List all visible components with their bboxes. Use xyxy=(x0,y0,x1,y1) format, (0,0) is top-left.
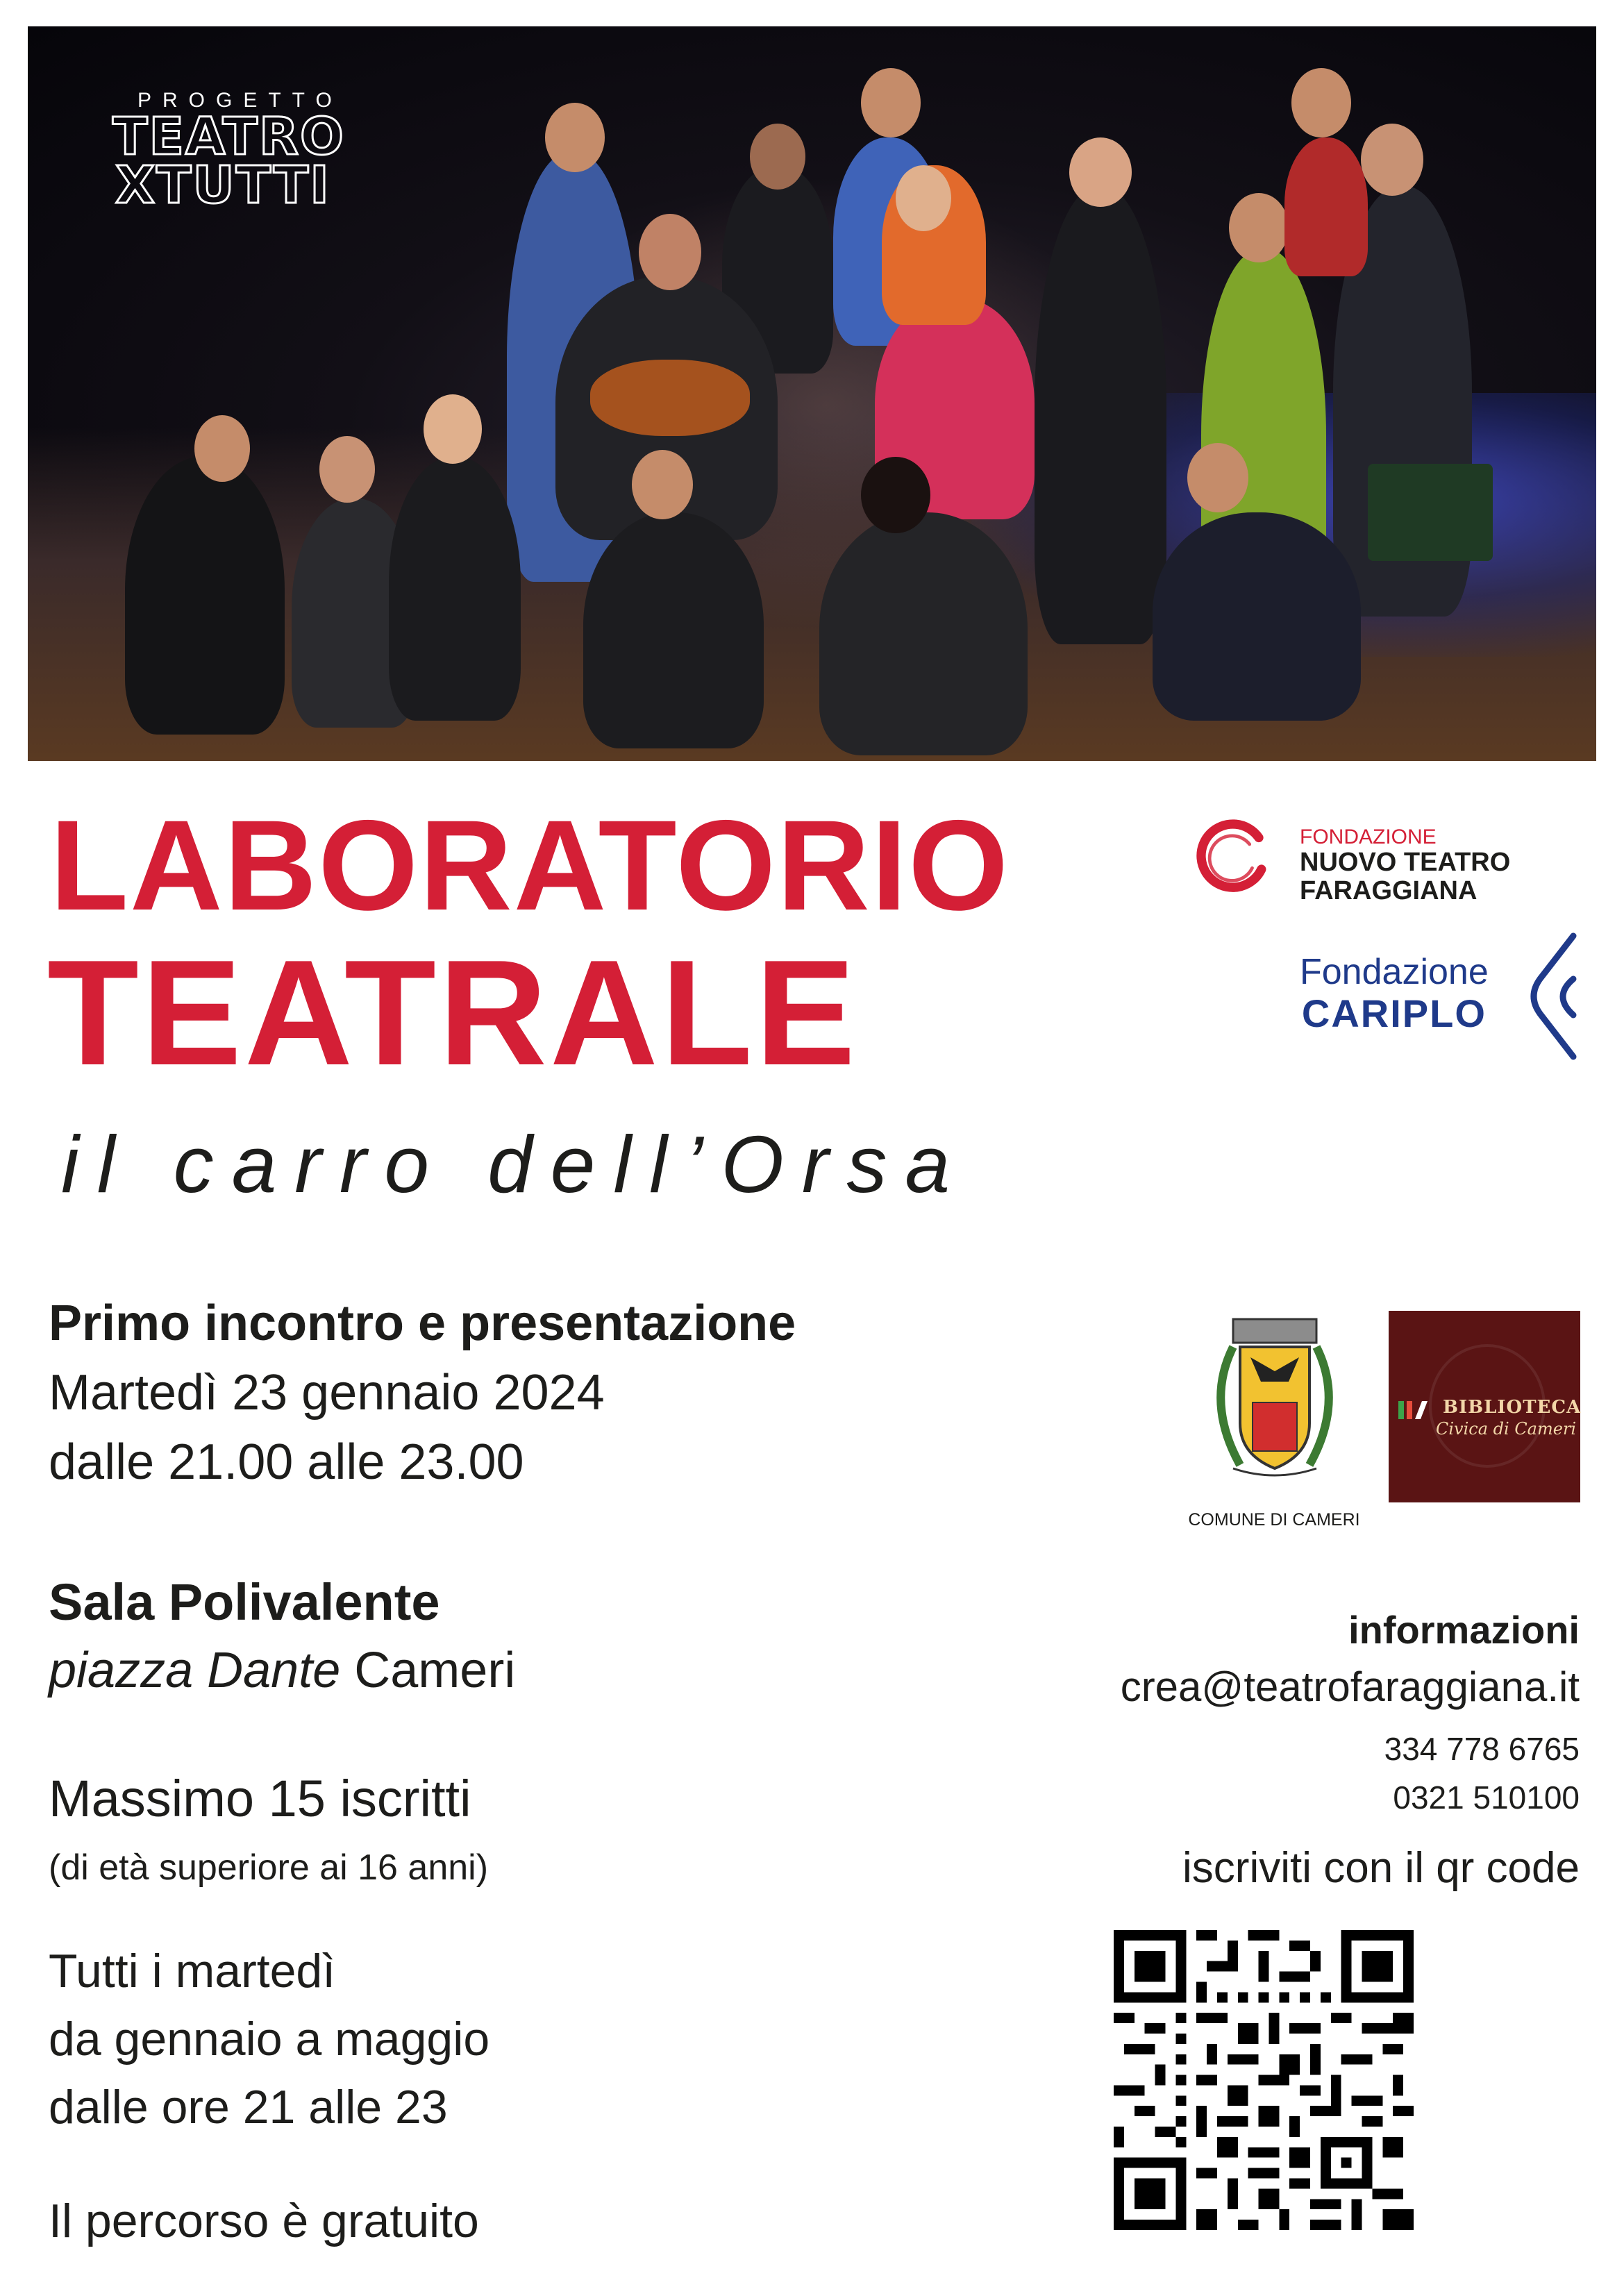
cariplo-line1: Fondazione xyxy=(1300,952,1489,992)
info-phone2[interactable]: 0321 510100 xyxy=(1393,1779,1580,1816)
person-head xyxy=(1229,193,1289,262)
qr-caption: iscriviti con il qr code xyxy=(1182,1844,1580,1892)
venue-address-square: piazza Dante xyxy=(49,1643,341,1698)
person-head xyxy=(896,165,951,231)
faraggiana-line2: NUOVO TEATRO xyxy=(1300,848,1511,878)
schedule-line2: da gennaio a maggio xyxy=(49,2013,490,2065)
schedule-line3: dalle ore 21 alle 23 xyxy=(49,2081,448,2134)
guitar xyxy=(590,360,750,436)
cariplo-name xyxy=(1300,954,1489,1033)
subtitle: il carro dell’Orsa xyxy=(61,1119,968,1209)
person-head xyxy=(861,68,921,137)
capacity-main: Massimo 15 iscritti xyxy=(49,1770,471,1827)
books-icon xyxy=(1397,1400,1432,1421)
person-figure xyxy=(1153,512,1361,721)
venue-address xyxy=(49,1642,515,1699)
faraggiana-line1: FONDAZIONE xyxy=(1300,826,1437,848)
title-line2: TEATRALE xyxy=(47,928,858,1096)
person-figure xyxy=(125,457,285,735)
cariplo-line2: CARIPLO xyxy=(1301,991,1487,1035)
person-head xyxy=(861,457,930,533)
biblioteca-line1: BIBLIOTECA xyxy=(1443,1397,1582,1418)
info-heading: informazioni xyxy=(1348,1608,1580,1652)
person-figure xyxy=(583,512,764,748)
biblioteca-line2: Civica di Cameri xyxy=(1436,1419,1577,1439)
title-line1: LABORATORIO xyxy=(50,794,1010,937)
schedule-line1: Tutti i martedì xyxy=(49,1945,336,1997)
info-phone1[interactable]: 334 778 6765 xyxy=(1384,1731,1580,1767)
person-figure xyxy=(819,512,1028,755)
capacity-note: (di età superiore ai 16 anni) xyxy=(49,1847,489,1888)
person-head xyxy=(1291,68,1351,137)
free-note: Il percorso è gratuito xyxy=(49,2195,479,2247)
person-head xyxy=(194,415,250,482)
info-email[interactable]: crea@teatrofaraggiana.it xyxy=(1120,1664,1580,1710)
comune-coat-of-arms-icon xyxy=(1184,1305,1365,1493)
event-heading: Primo incontro e presentazione xyxy=(49,1296,796,1351)
person-head xyxy=(1361,124,1423,196)
comune-label: COMUNE DI CAMERI xyxy=(1188,1510,1360,1530)
teatro-xtutti-logo xyxy=(112,89,345,215)
cariplo-mark-icon xyxy=(1525,930,1580,1062)
person-head xyxy=(319,436,375,503)
logo-pre: PROGETTO xyxy=(137,89,343,112)
person-head xyxy=(639,214,701,290)
faraggiana-line3: FARAGGIANA xyxy=(1300,876,1477,906)
person-figure xyxy=(1284,137,1368,276)
person-head xyxy=(1069,137,1132,207)
faraggiana-logo-icon xyxy=(1193,818,1272,897)
faraggiana-name xyxy=(1300,826,1510,905)
event-time: dalle 21.00 alle 23.00 xyxy=(49,1434,524,1490)
venue-address-town: Cameri xyxy=(340,1643,516,1698)
briefcase xyxy=(1368,464,1493,561)
person-head xyxy=(632,450,693,519)
person-head xyxy=(424,394,482,464)
person-figure xyxy=(389,457,521,721)
biblioteca-logo xyxy=(1389,1311,1580,1502)
logo-line2: XTUTTI xyxy=(115,156,330,215)
person-figure xyxy=(1035,186,1166,644)
qr-code-icon[interactable] xyxy=(1114,1930,1414,2230)
person-head xyxy=(1187,443,1248,512)
person-head xyxy=(545,103,605,172)
event-date: Martedì 23 gennaio 2024 xyxy=(49,1365,605,1421)
person-head xyxy=(750,124,805,190)
logo-line1: TEATRO xyxy=(112,107,345,167)
venue-name: Sala Polivalente xyxy=(49,1573,440,1631)
hero-photo xyxy=(28,26,1596,761)
